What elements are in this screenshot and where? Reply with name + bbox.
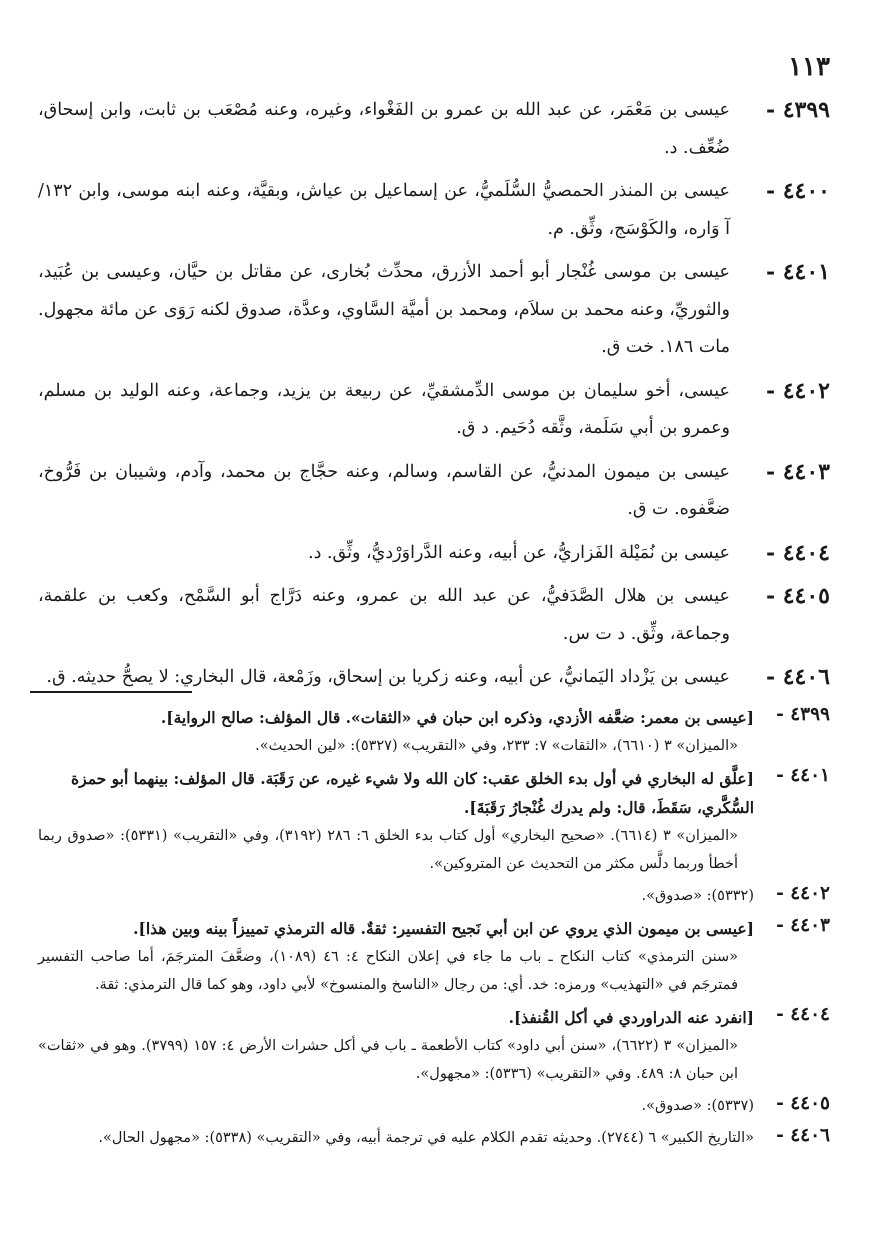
note-4399	[38, 703, 830, 760]
entry-text: عيسى بن مَعْمَر، عن عبد الله بن عمرو بن الفَغْواء، وغيره، وعنه مُصْعَب بن ثابت، وابن إسحاق، ضُعِّف. د.	[38, 100, 730, 158]
note-number: ٤٤٠٥ -	[776, 1093, 830, 1114]
note-heading: [انفرد عنه الدراوردي في أكل القُنفذ].	[508, 1008, 754, 1027]
note-4406	[38, 1124, 830, 1152]
note-source: «الميزان» ٣ (٦٦٢٢)، «سنن أبي داود» كتاب الأطعمة ـ باب في أكل حشرات الأرض ٤: ١٥٧ (٣٧٩٩). وهو في «ثقات» ابن حبان ٨: ٤٨٩. وفي «التقريب» (٥٣٣٦): «مجهول».	[38, 1038, 738, 1082]
entry-number: ٤٣٩٩ -	[765, 97, 830, 123]
note-4401	[38, 764, 830, 878]
entry-number: ٤٤٠٠ -	[765, 178, 830, 204]
entry-number: ٤٤٠٢ -	[765, 377, 830, 404]
footnote-divider	[30, 691, 192, 693]
note-number: ٤٤٠٦ -	[776, 1125, 830, 1146]
entry-text: عيسى بن ميمون المدنيُّ، عن القاسم، وسالم، وعنه حجَّاج بن محمد، وآدم، وشيبان بن فَرُّوخ، ضعَّفوه. ت ق.	[38, 461, 730, 519]
note-4405	[38, 1092, 830, 1120]
entry-4405	[38, 578, 830, 653]
entry-number: ٤٤٠١ -	[765, 259, 830, 285]
note-number: ٤٤٠٢ -	[776, 883, 830, 904]
entry-text: عيسى بن موسى غُنْجار أبو أحمد الأزرق، محدِّث بُخارى، عن مقاتل بن حيَّان، وعيسى بن عُبَيد، والثوريِّ، وعنه محمد بن سلاَم، ومحمد بن أميَّة السَّاوي، وعدَّة، صدوق لكنه رَوَى عن مائة مجهول. مات ١٨٦. خت ق.	[38, 262, 730, 357]
note-source: «سنن الترمذي» كتاب النكاح ـ باب ما جاء في إعلان النكاح ٤: ٤٦ (١٠٨٩)، وضعَّفَ المترجَمَ، أما صاحب التفسير فمترجَم في «التهذيب» ورمزه: خد. أي: من رجال «الناسخ والمنسوخ» لأبي داود، وهو كما قال الترمذي: ثقة.	[38, 949, 738, 993]
main-entries	[38, 92, 830, 703]
note-source: (٥٣٣٢): «صدوق».	[641, 888, 754, 904]
note-number: ٤٤٠١ -	[776, 765, 830, 786]
note-4402	[38, 882, 830, 910]
entry-4401	[38, 254, 830, 367]
note-source: (٥٣٣٧): «صدوق».	[641, 1098, 754, 1114]
entry-number: ٤٤٠٦ -	[765, 664, 830, 690]
entry-text: عيسى، أخو سليمان بن موسى الدِّمشقيِّ، عن ربيعة بن يزيد، وجماعة، وعنه الوليد بن مسلم، وعمرو بن أبي سَلَمة، وثَّقه دُحَيم. د ق.	[38, 380, 730, 438]
page-number: ١١٣	[788, 52, 830, 82]
note-heading: [عيسى بن معمر: ضعَّفه الأزدي، وذكره ابن حبان في «الثقات». قال المؤلف: صالح الرواية].	[160, 708, 754, 727]
note-number: ٤٤٠٣ -	[776, 915, 830, 936]
entry-4400	[38, 173, 830, 248]
note-source: «التاريخ الكبير» ٦ (٢٧٤٤). وحديثه تقدم الكلام عليه في ترجمة أبيه، وفي «التقريب» (٥٣٣٨): «مجهول الحال».	[98, 1130, 754, 1146]
note-4404	[38, 1003, 830, 1088]
entry-text: عيسى بن يَزْداد اليَمانيُّ، عن أبيه، وعنه زكريا بن إسحاق، وزَمْعة، قال البخاري: لا يصحُّ حديثه. ق.	[46, 667, 730, 687]
entry-number: ٤٤٠٥ -	[765, 583, 830, 609]
entry-4404	[38, 535, 830, 573]
entry-number: ٤٤٠٤ -	[765, 539, 830, 566]
note-number: ٤٣٩٩ -	[776, 704, 830, 725]
footnotes	[38, 703, 830, 1156]
entry-text: عيسى بن المنذر الحمصيُّ السُّلَميُّ، عن إسماعيل بن عياش، وبقيَّة، وعنه ابنه موسى، وابن ١٣٢/ آ وَاره، والكَوْسَج، وثِّق. م.	[38, 181, 730, 239]
note-heading: [علَّق له البخاري في أول بدء الخلق عقب: كان الله ولا شيء غيره، عن رَقَبَة. قال المؤلف: بينهما أبو حمزة السُّكَّري، سَقَطَ، قال: ولم يدرك غُنْجارُ رَقَبَةَ].	[71, 769, 754, 817]
entry-4399	[38, 92, 830, 167]
entry-4403	[38, 454, 830, 529]
note-source: «الميزان» ٣ (٦٦١٠)، «الثقات» ٧: ٢٣٣، وفي «التقريب» (٥٣٢٧): «لين الحديث».	[255, 738, 738, 754]
note-number: ٤٤٠٤ -	[776, 1004, 830, 1025]
entry-text: عيسى بن نُمَيْلة الفَزاريُّ، عن أبيه، وعنه الدَّراوَرْديُّ، وثِّق. د.	[308, 542, 730, 563]
entry-number: ٤٤٠٣ -	[765, 458, 830, 485]
note-source: «الميزان» ٣ (٦٦١٤). «صحيح البخاري» أول كتاب بدء الخلق ٦: ٢٨٦ (٣١٩٢)، وفي «التقريب» (٥٣٣١): «صدوق ربما أخطأ وربما دلَّس مكثر من التحديث عن المتروكين».	[38, 828, 738, 872]
entry-text: عيسى بن هلال الصَّدَفيُّ، عن عبد الله بن عمرو، وعنه دَرَّاج أبو السَّمْح، وكعب بن علقمة، وجماعة، وثِّق. د ت س.	[38, 586, 730, 644]
note-4403	[38, 914, 830, 999]
entry-4402	[38, 373, 830, 448]
note-heading: [عيسى بن ميمون الذي يروي عن ابن أبي نَجيح التفسير: ثقةٌ. قاله الترمذي تمييزاً بينه وبين هذا].	[133, 919, 754, 938]
